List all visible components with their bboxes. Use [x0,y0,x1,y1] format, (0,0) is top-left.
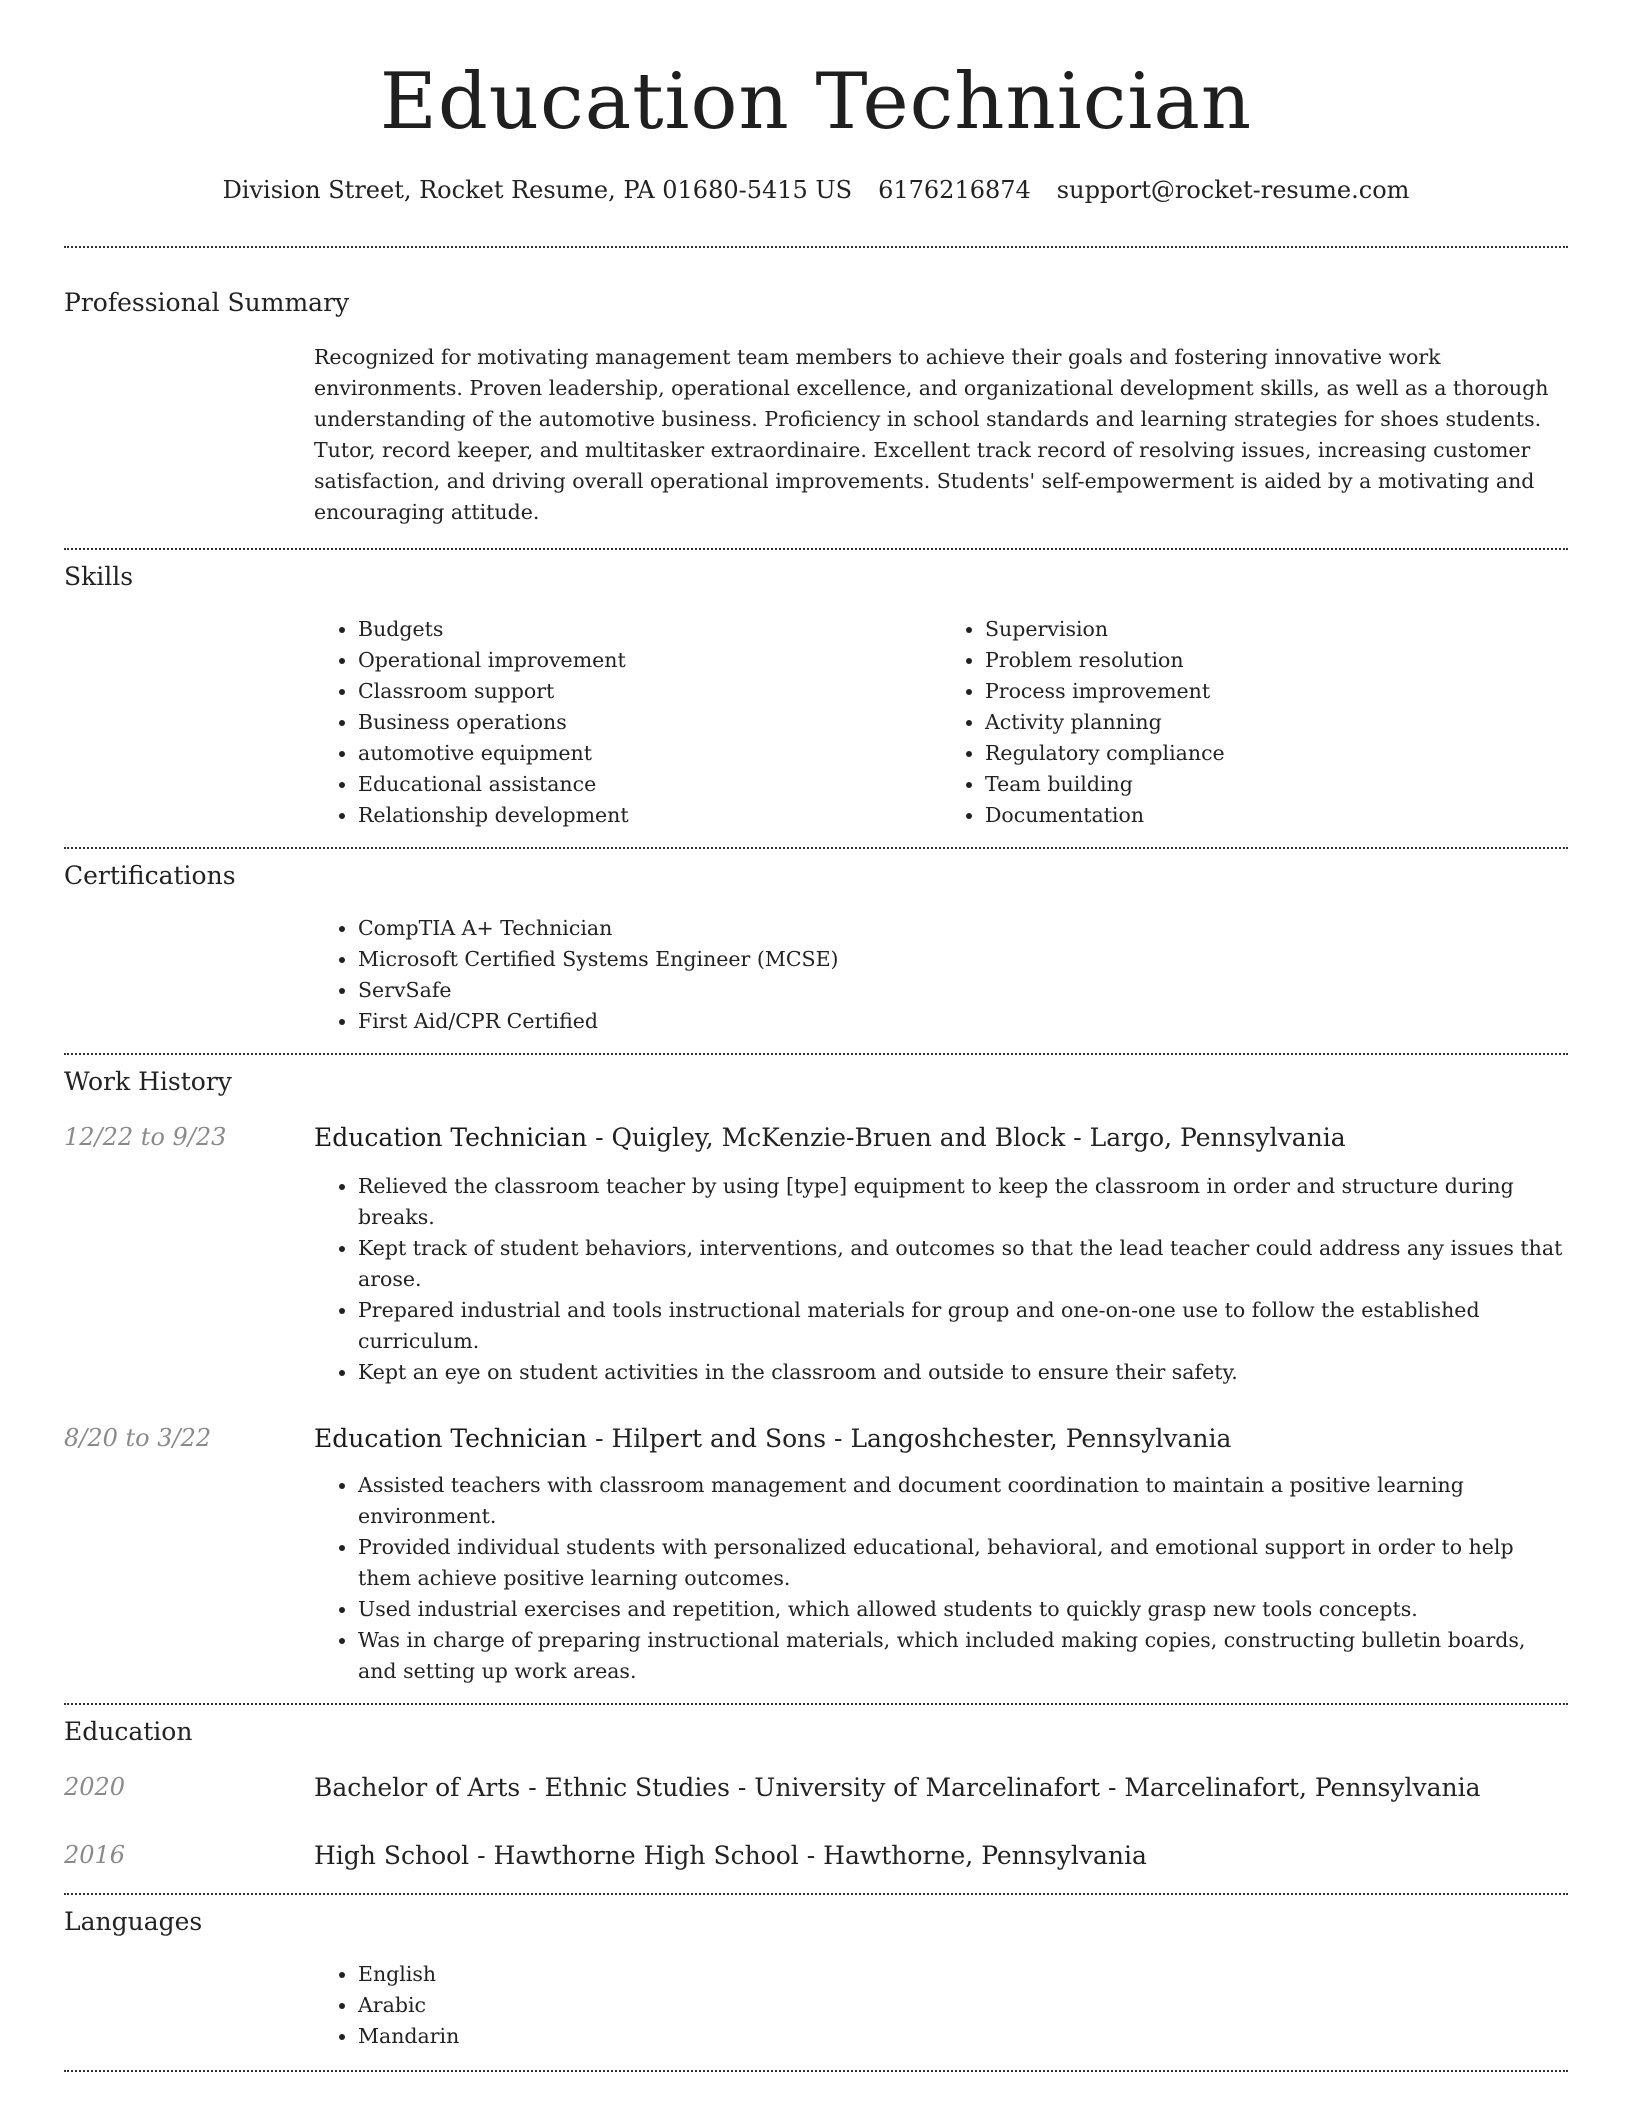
skills-list-left [314,614,941,831]
education-degree: High School [314,1841,470,1870]
work-title: Work History [64,1067,232,1096]
job-location: Largo, Pennsylvania [1089,1123,1346,1152]
summary-content [314,342,1568,528]
summary-title: Professional Summary [64,288,350,317]
job-heading [314,1121,1568,1155]
certifications-list [314,913,1568,1037]
contact-email[interactable]: support@rocket-resume.com [1056,176,1410,204]
certification-item: • First Aid/CPR Certified [358,1006,1568,1037]
job-separator: - [587,1123,612,1152]
skill-item: • automotive equipment [358,738,941,769]
languages-list [314,1959,1568,2052]
skills-section [64,550,1568,831]
summary-text: Recognized for motivating management team members to achieve their goals and fostering innovative work environments. Proven leadership, operational excellence, and organizational development skills, as well as a thorough understanding of the automotive business. Proficiency in school standards and learning strategies for shoes students. Tutor, record keeper, and multitasker extraordinaire. Excellent track record of resolving issues, increasing customer satisfaction, and driving overall operational improvements. Students' self-empowerment is aided by a motivating and encouraging attitude. [314,345,1549,524]
skill-item: • Supervision [985,614,1568,645]
job-bullet: • Kept track of student behaviors, interventions, and outcomes so that the lead teacher could address any issues that arose. [358,1233,1568,1295]
education-heading [314,1839,1568,1873]
education-separator: - [798,1841,824,1870]
skill-item: • Documentation [985,800,1568,831]
job-company: Hilpert and Sons [611,1424,827,1453]
education-degree: Bachelor of Arts [314,1773,521,1802]
skills-list-right [941,614,1568,831]
job-location: Langoshchester, Pennsylvania [850,1424,1232,1453]
job-heading [314,1422,1568,1456]
skill-item: • Operational improvement [358,645,941,676]
skill-item: • Classroom support [358,676,941,707]
summary-section [64,248,1568,528]
work-section [64,1055,1568,1687]
job-company: Quigley, McKenzie-Bruen and Block [611,1123,1066,1152]
languages-section [64,1895,1568,2052]
education-location: Marcelinafort, Pennsylvania [1124,1773,1481,1802]
education-entry [64,1771,1568,1805]
certification-item: • CompTIA A+ Technician [358,913,1568,944]
education-date: 2020 [64,1773,126,1801]
contact-line [64,174,1568,206]
education-location: Hawthorne, Pennsylvania [823,1841,1147,1870]
skill-item: • Problem resolution [985,645,1568,676]
job-bullets [314,1171,1568,1388]
skills-columns [314,614,1568,831]
education-separator: - [469,1841,494,1870]
certification-item: • ServSafe [358,975,1568,1006]
job-details [314,1470,1568,1687]
job-bullet: • Prepared industrial and tools instructional materials for group and one-on-one use to follow the established curriculum. [358,1295,1568,1357]
skill-item: • Business operations [358,707,941,738]
job-bullet: • Kept an eye on student activities in the classroom and outside to ensure their safety. [358,1357,1568,1388]
certification-item: • Microsoft Certified Systems Engineer (MCSE) [358,944,1568,975]
section-divider [64,2070,1568,2072]
skill-item: • Relationship development [358,800,941,831]
language-item: • Mandarin [358,2021,1568,2052]
job-separator: - [826,1424,851,1453]
languages-title: Languages [64,1907,203,1936]
skill-item: • Activity planning [985,707,1568,738]
skills-title: Skills [64,562,134,591]
job-separator: - [587,1424,612,1453]
job-entry [64,1422,1568,1687]
job-bullet: • Provided individual students with personalized educational, behavioral, and emotional support in order to help them achieve positive learning outcomes. [358,1532,1568,1594]
languages-content [314,1959,1568,2052]
education-school: University of Marcelinafort [754,1773,1101,1802]
skill-item: • Educational assistance [358,769,941,800]
language-item: • English [358,1959,1568,1990]
education-entry [64,1839,1568,1873]
job-title: Education Technician [314,1424,588,1453]
job-bullet: • Assisted teachers with classroom management and document coordination to maintain a positive learning environment. [358,1470,1568,1532]
job-bullet: • Relieved the classroom teacher by using [type] equipment to keep the classroom in order and structure during breaks. [358,1171,1568,1233]
job-date: 12/22 to 9/23 [64,1123,227,1151]
job-entry [64,1121,1568,1388]
candidate-name: Education Technician [379,57,1253,147]
job-date: 8/20 to 3/22 [64,1424,212,1452]
education-title: Education [64,1717,193,1746]
job-bullet: • Used industrial exercises and repetition, which allowed students to quickly grasp new tools concepts. [358,1594,1568,1625]
contact-phone: 6176216874 [878,176,1031,204]
education-separator: - [520,1773,545,1802]
job-details [314,1171,1568,1388]
education-date: 2016 [64,1841,126,1869]
job-bullet: • Was in charge of preparing instructional materials, which included making copies, constructing bulletin boards, and setting up work areas. [358,1625,1568,1687]
skill-item: • Regulatory compliance [985,738,1568,769]
certifications-content [314,913,1568,1037]
resume-header [64,0,1568,206]
job-bullets [314,1470,1568,1687]
skill-item: • Process improvement [985,676,1568,707]
education-school: Hawthorne High School [493,1841,799,1870]
education-section [64,1705,1568,1873]
certifications-title: Certifications [64,861,236,890]
skill-item: • Team building [985,769,1568,800]
job-title: Education Technician [314,1123,588,1152]
skill-item: • Budgets [358,614,941,645]
certifications-section [64,849,1568,1037]
education-field: Ethnic Studies [544,1773,730,1802]
education-separator: - [1100,1773,1125,1802]
education-separator: - [729,1773,755,1802]
language-item: • Arabic [358,1990,1568,2021]
job-separator: - [1065,1123,1090,1152]
contact-address: Division Street, Rocket Resume, PA 01680-5415 US [222,176,853,204]
education-heading [314,1771,1568,1805]
